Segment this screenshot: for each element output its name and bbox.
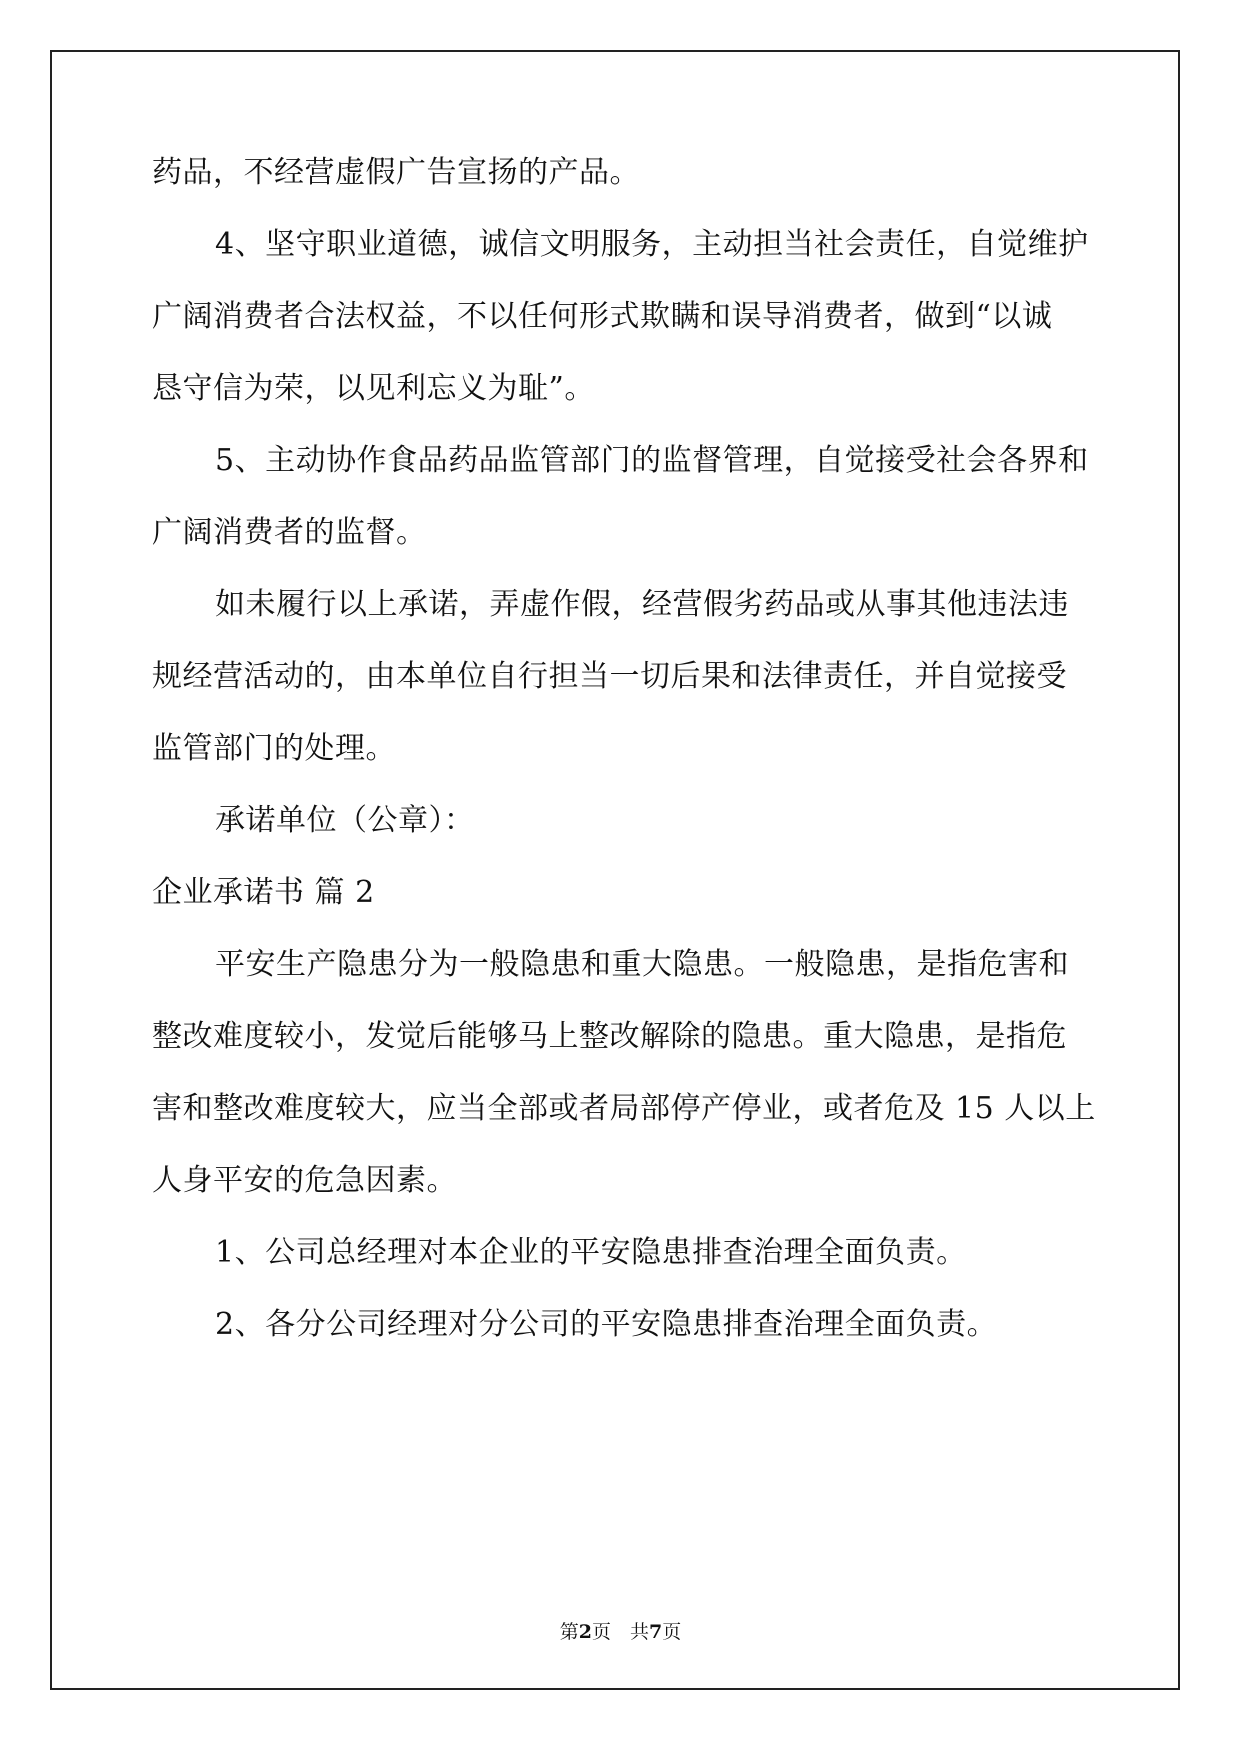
total-pages-number: 7 (649, 1621, 663, 1643)
text-line: 4、坚守职业道德，诚信文明服务，主动担当社会责任，自觉维护 (215, 227, 1089, 262)
text-line: 规经营活动的，由本单位自行担当一切后果和法律责任，并自觉接受 (152, 659, 1067, 694)
text-line: 如未履行以上承诺，弄虚作假，经营假劣药品或从事其他违法违 (215, 587, 1069, 622)
current-page-number: 2 (578, 1621, 592, 1643)
footer-prefix: 第 (559, 1621, 579, 1643)
footer-mid: 页 共 (591, 1621, 649, 1643)
page-footer (0, 1620, 1241, 1644)
text-line: 恳守信为荣，以见利忘义为耻”。 (152, 371, 595, 406)
text-line: 人身平安的危急因素。 (152, 1163, 457, 1198)
text-line: 平安生产隐患分为一般隐患和重大隐患。一般隐患，是指危害和 (215, 947, 1069, 982)
page-border (50, 50, 1180, 1690)
text-line: 药品，不经营虚假广告宣扬的产品。 (152, 155, 640, 190)
text-line: 广阔消费者的监督。 (152, 515, 427, 550)
text-line: 1、公司总经理对本企业的平安隐患排查治理全面负责。 (215, 1235, 967, 1270)
footer-suffix: 页 (662, 1621, 682, 1643)
text-line: 2、各分公司经理对分公司的平安隐患排查治理全面负责。 (215, 1307, 998, 1342)
text-line: 整改难度较小，发觉后能够马上整改解除的隐患。重大隐患，是指危 (152, 1019, 1067, 1054)
signature-label: 承诺单位（公章）： (215, 803, 475, 838)
text-line: 监管部门的处理。 (152, 731, 396, 766)
text-line: 广阔消费者合法权益，不以任何形式欺瞒和误导消费者，做到“以诚 (152, 299, 1053, 334)
section-heading: 企业承诺书 篇 2 (152, 875, 375, 910)
text-line: 害和整改难度较大，应当全部或者局部停产停业，或者危及 15 人以上 (152, 1091, 1096, 1126)
text-line: 5、主动协作食品药品监管部门的监督管理，自觉接受社会各界和 (215, 443, 1089, 478)
